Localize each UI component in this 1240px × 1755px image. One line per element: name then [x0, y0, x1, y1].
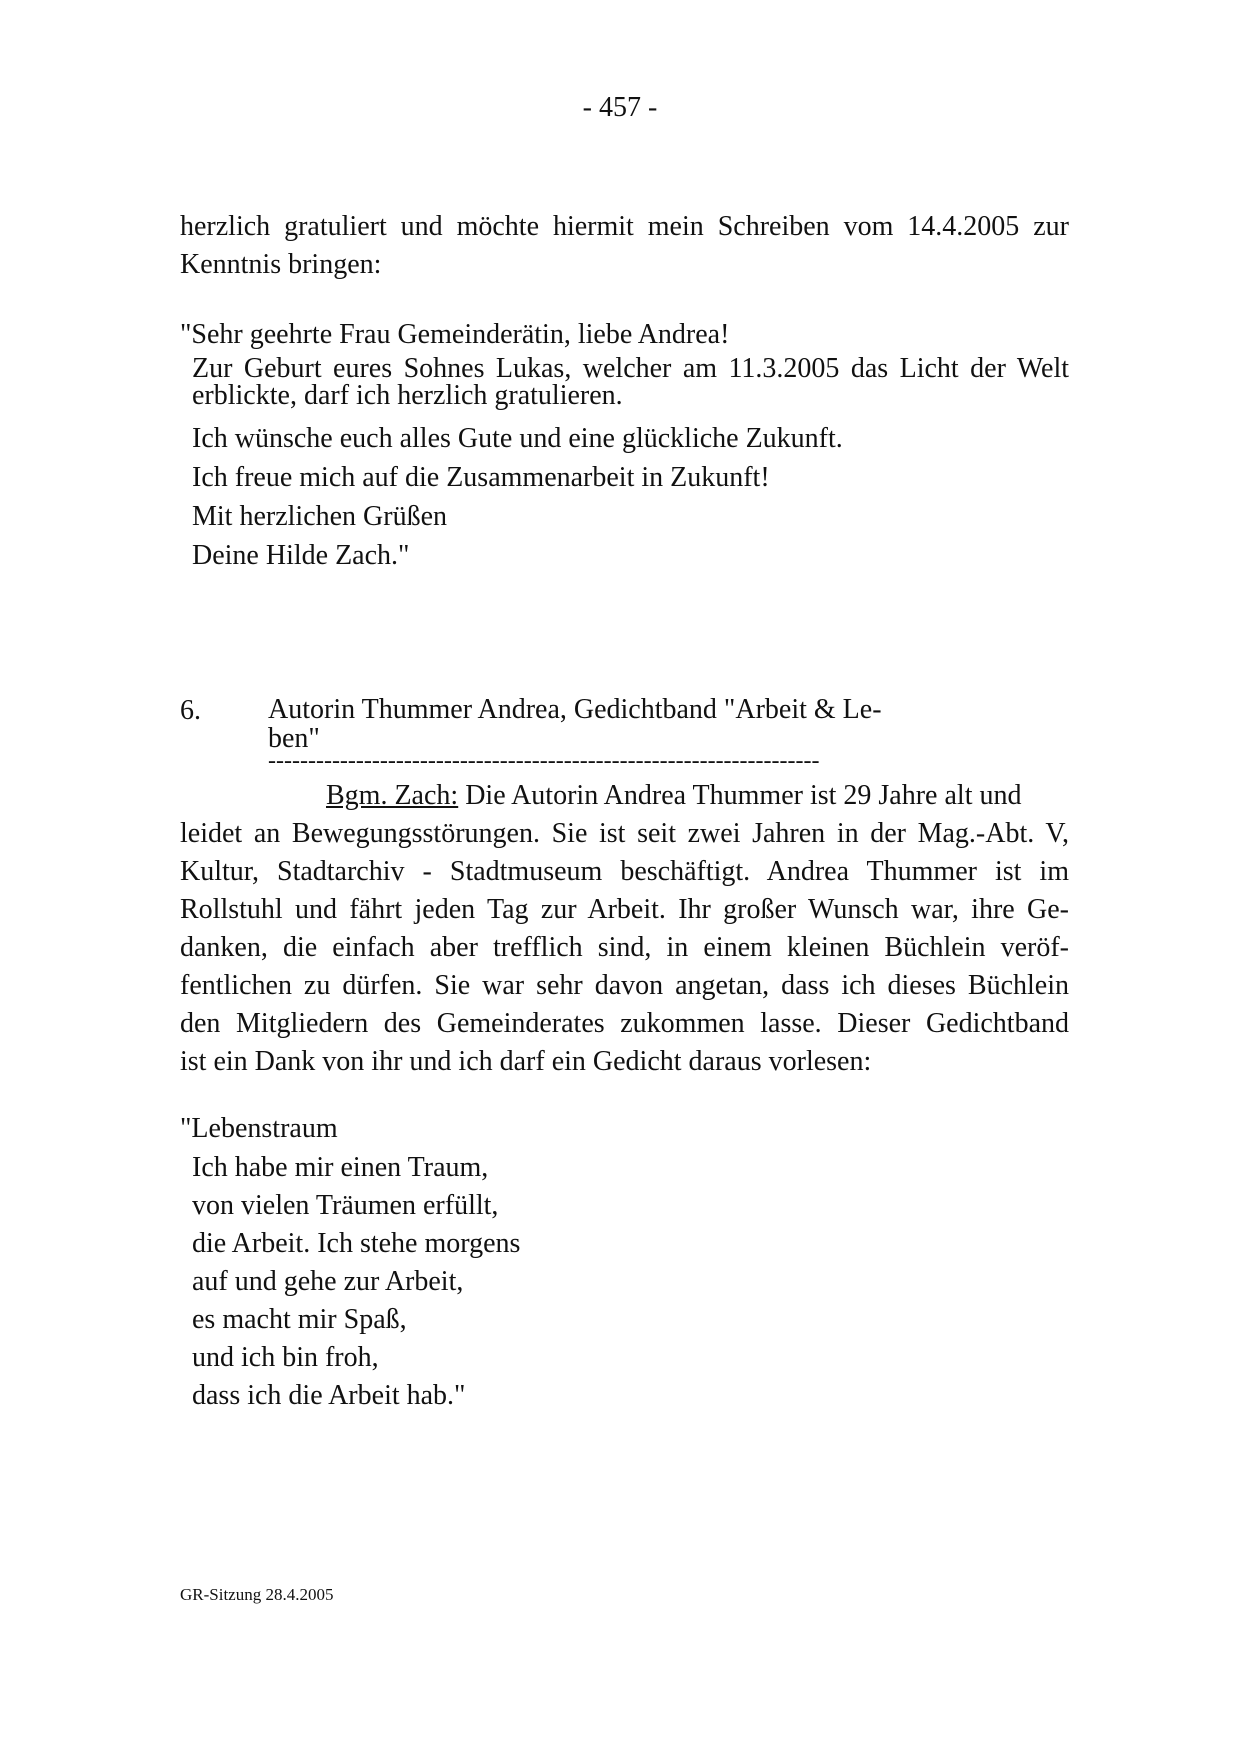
agenda-item-number: 6. — [180, 695, 201, 726]
agenda-title-line-1: Autorin Thummer Andrea, Gedichtband "Arbeit & Le- — [268, 694, 882, 725]
letter-line-4 — [180, 459, 1080, 497]
poem-line: die Arbeit. Ich stehe morgens — [192, 1228, 521, 1259]
agenda-title-line-2: ben" — [268, 723, 320, 754]
letter-signature-text: Deine Hilde Zach." — [192, 540, 410, 571]
page-number: - 457 - — [582, 92, 658, 123]
poem-line: Ich habe mir einen Traum, — [192, 1152, 489, 1183]
speech-line: leidet an Bewegungsstörungen. Sie ist seit zwei Jahren in der Mag.-Abt. V, — [180, 818, 1069, 849]
letter-signature — [180, 537, 1080, 575]
letter-paragraph-1 — [180, 355, 1069, 409]
speech-line: den Mitgliedern des Gemeinderates zukommen lasse. Dieser Gedichtband — [180, 1008, 1069, 1039]
intro-line-2: Kenntnis bringen: — [180, 249, 382, 280]
poem-line: es macht mir Spaß, — [192, 1304, 407, 1335]
letter-para1-line-1: Zur Geburt eures Sohnes Lukas, welcher am 11.3.2005 das Licht der Welt — [192, 353, 1069, 384]
poem-line: von vielen Träumen erfüllt, — [192, 1190, 499, 1221]
agenda-item-title — [268, 695, 928, 753]
letter-closing — [180, 498, 1080, 536]
poem-title: "Lebenstraum — [180, 1113, 338, 1144]
letter-salutation: "Sehr geehrte Frau Gemeinderätin, liebe Andrea! — [180, 319, 730, 350]
speech-line: Rollstuhl und fährt jeden Tag zur Arbeit. Ihr großer Wunsch war, ihre Ge- — [180, 894, 1069, 925]
letter-line-3 — [180, 420, 1080, 458]
letter-cooperation: Ich freue mich auf die Zusammenarbeit in Zukunft! — [192, 462, 770, 493]
intro-paragraph — [180, 208, 1069, 284]
letter-para1-line-2: erblickte, darf ich herzlich gratulieren. — [192, 380, 623, 411]
poem-line: und ich bin froh, — [192, 1342, 379, 1373]
agenda-title-underline: --------------------------------------------------------------------- — [268, 748, 820, 774]
speech-line-1-rest: Die Autorin Andrea Thummer ist 29 Jahre alt und — [458, 780, 1022, 811]
page-footer: GR-Sitzung 28.4.2005 — [180, 1585, 334, 1604]
speech-line: Kultur, Stadtarchiv - Stadtmuseum beschäftigt. Andrea Thummer ist im — [180, 856, 1069, 887]
speech-line-first — [180, 777, 1069, 815]
poem-line: auf und gehe zur Arbeit, — [192, 1266, 464, 1297]
letter-closing-text: Mit herzlichen Grüßen — [192, 501, 448, 532]
letter-wishes: Ich wünsche euch alles Gute und eine glückliche Zukunft. — [192, 423, 843, 454]
poem-body — [180, 1149, 1080, 1415]
intro-line-1: herzlich gratuliert und möchte hiermit mein Schreiben vom 14.4.2005 zur — [180, 211, 1069, 242]
poem-line: dass ich die Arbeit hab." — [192, 1380, 466, 1411]
speech-line-last: ist ein Dank von ihr und ich darf ein Gedicht daraus vorlesen: — [180, 1046, 872, 1077]
speech-line: danken, die einfach aber trefflich sind, in einem kleinen Büchlein veröf- — [180, 932, 1069, 963]
speech-line: fentlichen zu dürfen. Sie war sehr davon angetan, dass ich dieses Büchlein — [180, 970, 1069, 1001]
speech-paragraph — [180, 777, 1069, 1081]
speaker-name: Bgm. Zach: — [326, 780, 459, 811]
